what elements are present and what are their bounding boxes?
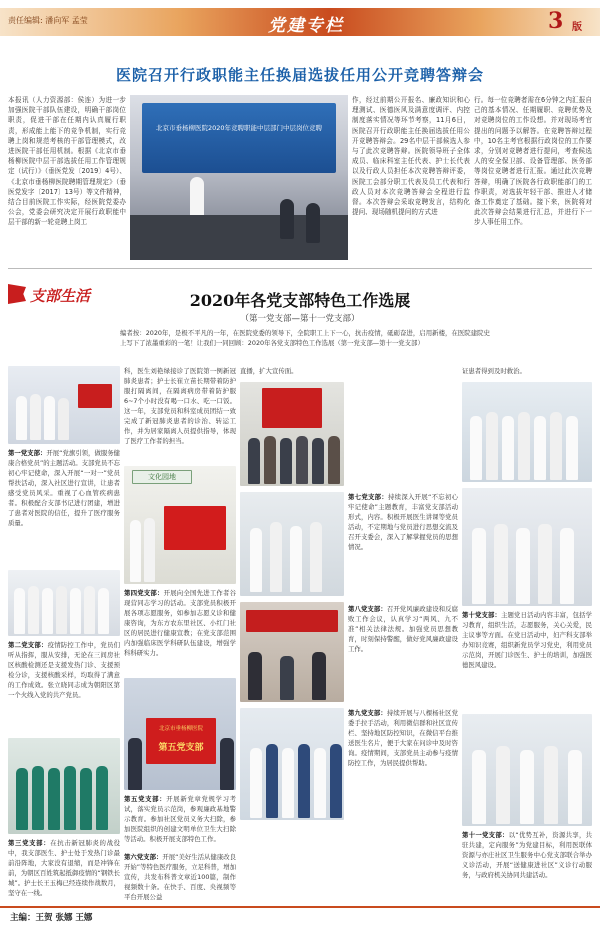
caption-branch-7 <box>348 492 458 596</box>
audience-figure <box>306 203 320 243</box>
figure <box>220 738 234 790</box>
figure <box>144 518 155 582</box>
figure <box>496 746 510 824</box>
figure <box>538 524 552 604</box>
article1-photo <box>130 95 348 260</box>
screen-banner: 北京市垂杨柳医院2020年竞聘职能中层部门中层岗位竞聘 <box>155 124 323 132</box>
figure <box>518 412 530 480</box>
caption-text: 开展新党章党规学习考试，落实党员示范岗，参观廉政基地警示教育。参加社区党员义务大扫除，参加医院组织的创建文明单位卫生大扫除等活动。积极开展支部特色工作。 <box>124 795 236 843</box>
figure <box>98 588 109 634</box>
caption-text: 在抗击新冠肺炎的战役中，我支部医生、护士处于发热门诊最前沿阵地，大家没有退缩，而是冲锋在前，为朝区百姓筑起抵御疫情的“钢铁长城”。护士长王玉梅已经连续作战数月，坚守在一线。 <box>8 839 120 897</box>
figure <box>128 738 142 790</box>
branch-1-continued: 科，医生刘艳绿接诊了医院第一例新冠肺炎患者；护士长崔立苗长期带着防护服打隔离间，在隔离病房带着防护服6~7个小时没有喝一口水、吃一口饭。这一年，支部党员和科室成员团结一致完成了新冠肺炎患者的诊治、转运工作，并为居家隔离人员提供指导，体现了医疗工作者的担当。 <box>124 367 236 445</box>
editor-note: 编者按：2020年，是极不平凡的一年，在医院党委的领导下，全院职工上下一心，抗击疫情，砥砺奋进，启用新楼，在医院建院史上写下了浓墨重彩的一笔！让我们一同回顾：2020年各党支部特色工作选展（第一党支部—第十一党支部） <box>120 329 490 347</box>
figure <box>80 768 92 830</box>
figure <box>266 744 278 818</box>
figure <box>550 412 562 480</box>
photo-branch-10 <box>462 488 592 606</box>
audience-figure <box>280 199 294 239</box>
figure <box>560 528 574 604</box>
caption-label: 第四党支部： <box>124 589 164 597</box>
figure <box>44 396 55 440</box>
caption-label: 第五党支部： <box>124 795 167 803</box>
culture-board: 文化园地 <box>132 470 192 484</box>
caption-label: 第九党支部： <box>348 709 387 717</box>
figure <box>568 750 582 824</box>
caption-branch-8 <box>348 604 458 704</box>
caption-branch-6 <box>124 852 236 904</box>
caption-label: 第八党支部： <box>348 605 387 613</box>
figure <box>502 416 514 480</box>
caption-text: 开展“党旗引领，做服务健康合格党员”的主题活动。支部党员不忘初心牢记使命，深入开展“一对一”党员帮扶活动，深入社区进行宣讲，让患者感受党员风采。重视了心血管疾病患者。积极配合支部书记进行团建，增进了患者对医院的信任，提升了医疗服务质量。 <box>8 449 120 527</box>
figure <box>48 768 60 830</box>
projection-screen <box>142 103 336 173</box>
caption-label: 第六党支部： <box>124 853 163 861</box>
caption-branch-4 <box>124 588 236 674</box>
page-number: 3 <box>548 8 564 34</box>
section2-title: 2020年各党支部特色工作选展 <box>189 291 411 310</box>
photo-branch-2 <box>8 570 120 636</box>
branch-6-continued: 直播，扩大宣传面。 <box>240 367 298 375</box>
page-suffix: 版 <box>572 22 582 33</box>
photo-branch-7 <box>240 492 344 596</box>
party-emblem-wall <box>262 388 322 428</box>
article1-column-3: 作，经过前期公开报名、廉政知识和心理测试、医德医风及满意度调评、内控制度落实情况等环节考察，11月6日，医院召开行政职能主任换届选拔任用公开竞聘答辩会。29名中层干部候选人参与了此次竞聘答辩。医院领导班子全体成员、临床科室主任代表、护士长代表以及行政人员担任本次竞聘答辩评委，医院工会部分职工代表及员工代表和行政人员对本次竞聘答辩会全程进行监督。本次答辩会采取竞聘发言，结构化提问、现场随机提问的方式进 <box>352 96 470 217</box>
party-flag <box>164 506 226 550</box>
figure <box>14 588 25 634</box>
figure <box>470 416 482 480</box>
figure <box>310 522 322 592</box>
photo-branch-5 <box>124 678 236 790</box>
caption-branch-2 <box>8 640 120 732</box>
caption-label: 第一党支部： <box>8 449 47 457</box>
figure <box>30 394 41 440</box>
logo-text: 支部生活 <box>30 287 91 305</box>
header-editor: 责任编辑: 潘向军 孟莹 <box>8 16 88 25</box>
figure <box>486 412 498 480</box>
right-top-text: 证患者得到及时救治。 <box>462 367 526 375</box>
caption-text: 持续开展与八棵杨社区党委手拉手活动，利用微信群和社区宣传栏、坚持地区防控知识，在微信平台推送医生名片，便于大家在问诊中及时咨询。疫情期间，支部党员主动参与疫情防控工作，为居民提供帮助。 <box>348 709 458 767</box>
photo-branch-6 <box>240 382 344 486</box>
figure <box>56 586 67 634</box>
article1-title: 医院召开行政职能主任换届选拔任用公开竞聘答辩会 <box>115 66 484 84</box>
caption-text: 召开党风廉政建设和反腐败工作会议，认真学习“两风、九不准”相关法律法规。加强党员思想教育，时刻保持警醒，做好党风廉政建设工作。 <box>348 605 458 653</box>
figure <box>248 438 260 484</box>
chief-editors: 主编：王贺 张娜 王娜 <box>10 913 93 923</box>
branch-5-banner-text: 北京市垂杨柳医院 <box>158 726 203 732</box>
figure <box>70 588 81 634</box>
photo-branch-right-1 <box>462 382 592 482</box>
figure <box>16 768 28 830</box>
figure <box>298 744 310 818</box>
caption-label: 第十一党支部： <box>462 831 509 839</box>
page-header <box>0 0 600 50</box>
caption-branch-10 <box>462 610 592 710</box>
figure <box>280 438 292 484</box>
caption-label: 第二党支部： <box>8 641 48 649</box>
caption-text: 持续深入开展“不忘初心牢记使命”主题教育，丰富党支部活动形式，内容。积极开展医生讲课等党员活动，不定期地与党员进行思想交流及召开支委会，深入了解掌握党员的思想情况。 <box>348 493 458 551</box>
figure <box>64 766 76 830</box>
figure <box>312 652 326 700</box>
caption-text: 疫情防控工作中，党员们听从指挥，服从安排，无论在三间房社区核酸检测还是支援发热门诊、支援预检分诊，支援核酸采样，均取得了满意的工作成效。张立晓同志成为朝阳区第一个火线入党的共产党员。 <box>8 641 120 699</box>
article1-column-4: 行。每一位竞聘者需在6分钟之内汇报自己的基本情况、任期履职、竞聘优势及对竞聘岗位的工作设想。并对现场考官提出的问题予以解答。在竞聘答辩过程中，10名主考官根据行政岗位的工作要求，分别对竞聘者进行提问，考查候选人的安全保卫部、设备管理部、医务部等岗位竞聘者进行汇报。通过此次竞聘答辩，明确了医院各行政职能部门的工作职责，对选拔年轻干部、推进人才储备工作奠定了基础。接下来，医院将对此次答辩会结果进行汇总，并进行下一步人事任用工作。 <box>474 96 592 227</box>
caption-text: 以“优势互补，资源共享，共驻共建，定向服务”为党建目标，利用医联体资源与亦庄社区卫生服务中心党支部联合举办义诊活动，开展“送健康进社区”义诊行动服务，与政府机关协同共建活动。 <box>462 831 592 879</box>
caption-branch-3 <box>8 838 120 902</box>
photo-branch-9 <box>240 708 344 820</box>
figure <box>84 586 95 634</box>
figure <box>282 748 294 818</box>
figure <box>250 748 262 818</box>
figure <box>250 528 262 592</box>
photo-branch-8 <box>240 602 344 702</box>
caption-text: 主题党日活动内容丰富，包括学习教育，组织生活，志愿服务，关心关爱，民主议事等方面。在党日活动中，妇产科支部举办知识竞赛，组织新党员学习党史，利用党员示范岗，开展门诊医生、护士的培训，加强医德医风建设。 <box>462 611 592 669</box>
figure <box>248 652 262 700</box>
branch-5-label: 第五党支部 <box>158 743 204 753</box>
figure <box>494 524 508 604</box>
photo-branch-11 <box>462 714 592 826</box>
figure <box>58 398 69 440</box>
figure <box>472 750 486 824</box>
speaker-figure <box>190 177 204 217</box>
party-flag <box>78 384 112 408</box>
figure <box>472 528 486 604</box>
figure <box>296 436 308 484</box>
caption-text: 开展“美好生活从健康改良开始”等特色医疗服务，立足科普，增加宣传，共发布科普文章近100篇，制作视频数十条。在快手、百度、央视频等平台开展公益 <box>124 853 236 901</box>
figure <box>534 416 546 480</box>
caption-label: 第七党支部： <box>348 493 389 501</box>
page-footer <box>0 906 600 926</box>
figure <box>28 586 39 634</box>
figure <box>16 396 27 440</box>
figure <box>520 750 534 824</box>
figure <box>280 656 294 700</box>
figure <box>312 438 324 484</box>
branch-life-logo <box>8 282 120 308</box>
caption-label: 第三党支部： <box>8 839 51 847</box>
caption-branch-9 <box>348 708 458 904</box>
figure <box>566 416 578 480</box>
section-divider <box>8 268 592 269</box>
caption-branch-1 <box>8 448 120 560</box>
meeting-banner <box>246 610 338 632</box>
photo-branch-4 <box>124 466 236 584</box>
figure <box>290 526 302 592</box>
figure <box>96 766 108 830</box>
photo-branch-1 <box>8 366 120 444</box>
caption-text: 开展向全国先进工作者谷现营同志学习的活动。支部党员积极开展各项志愿服务，如参加志愿义诊和健康咨询，为东方农东里社区、小红门社区的居民进行健康宣教；在党支部范围内加强临床医学科研队伍建设，增强学科科研实力。 <box>124 589 236 657</box>
article1-column-1: 本报讯（人力资源部：侯连）为进一步加强医院干部队伍建设，明确干部岗位职责，促进干部在任期内认真履行职责，形成能上能下的竞争机制，实行竞聘上岗和规范考核的干部管理模式，改进医院干部任用机制。根据《北京市垂杨柳医院中层干部选拔任用工作管理规定（试行）》（垂医党发〔2019〕4号）、《北京市垂杨柳医院聘期管理规定》（垂医党发字〔2017〕13号）等文件精神，结合目前医院工作实际，经医院党委办公会，党委会研究决定开展行政职能中层干部的新一轮竞聘上岗工 <box>8 96 126 227</box>
caption-label: 第十党支部： <box>462 611 502 619</box>
figure <box>330 744 342 818</box>
photo-branch-3 <box>8 738 120 834</box>
flag-icon <box>8 284 26 304</box>
figure <box>516 528 530 604</box>
column-title: 党建专栏 <box>268 16 344 36</box>
figure <box>328 436 340 484</box>
figure <box>314 748 326 818</box>
figure <box>264 436 276 484</box>
caption-branch-5 <box>124 794 236 850</box>
figure <box>32 766 44 830</box>
figure <box>130 520 141 582</box>
figure <box>544 746 558 824</box>
section2-subtitle: （第一党支部—第十一党支部） <box>240 314 360 324</box>
caption-branch-11 <box>462 830 592 904</box>
figure <box>270 522 282 592</box>
figure <box>42 588 53 634</box>
